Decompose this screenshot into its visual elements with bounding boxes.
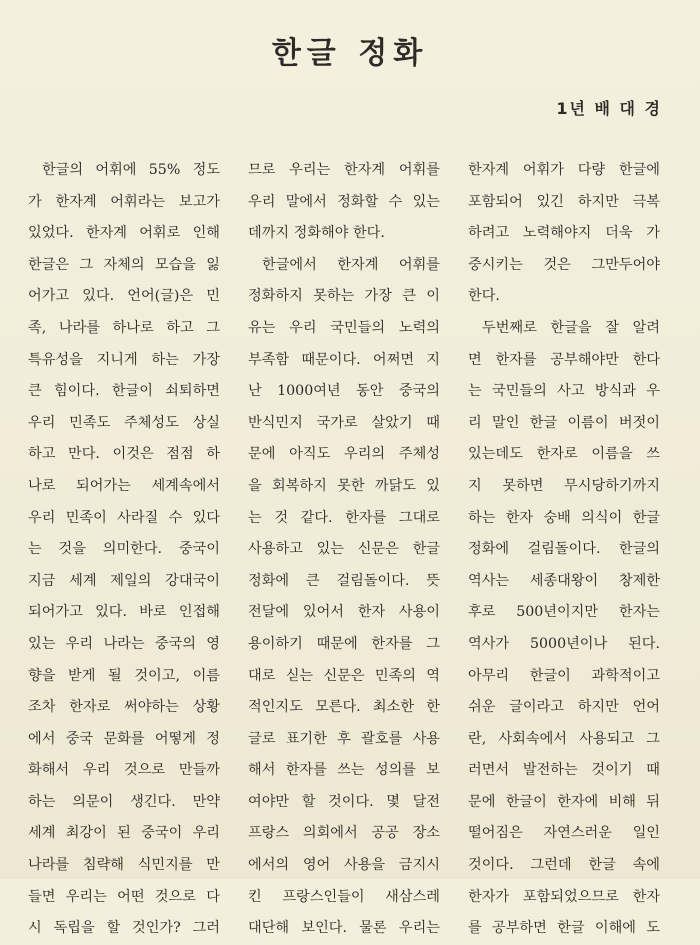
page-title: 한글 정화	[271, 36, 429, 71]
text-line: 있는 우리 나라는 중국의 영	[28, 635, 220, 652]
text-line: 한자가 포함되었으므로 한자	[468, 888, 660, 905]
text-line: 하고 만다. 이것은 점점 하	[28, 446, 220, 463]
text-line: 문에 아직도 우리의 주체성	[248, 446, 440, 463]
text-line: 한글의 어휘에 55% 정도	[42, 162, 220, 178]
text-line: 를 공부하면 한글 이해에 도	[468, 920, 660, 937]
text-line: 있었다. 한자계 어휘로 인해	[28, 225, 220, 242]
author-byline: 1년 배 대 경	[556, 99, 662, 118]
text-line: 정화하지 못하는 가장 큰 이	[248, 288, 440, 305]
text-line: 역사는 세종대왕이 창제한	[468, 572, 660, 589]
text-line: 대로 싣는 신문은 민족의 역	[248, 667, 440, 684]
text-line: 에서 중국 문화를 어떻게 정	[28, 730, 220, 747]
text-line: 떨어짐은 자연스러운 일인	[468, 825, 660, 842]
text-line: 유는 우리 국민들의 노력의	[248, 319, 440, 336]
text-column-3	[468, 155, 660, 945]
text-line: 역사가 5000년이나 된다.	[468, 635, 660, 652]
text-column-1	[28, 155, 220, 945]
text-line: 향을 받게 될 것이고, 이름	[28, 667, 220, 684]
text-line: 면 한자를 공부해야만 한다	[468, 351, 660, 368]
text-line: 반식민지 국가로 살았기 때	[248, 414, 440, 431]
text-line: 큰 힘이다. 한글이 쇠퇴하면	[28, 383, 220, 400]
text-line: 중시키는 것은 그만두어야	[468, 256, 660, 273]
text-line: 킨 프랑스인들이 새삼스레	[248, 888, 440, 905]
text-line: 대단해 보인다. 물론 우리는	[248, 920, 440, 937]
text-line: 한자계 어휘가 다량 한글에	[468, 162, 660, 178]
text-line: 을 회복하지 못한 까닭도 있	[248, 477, 440, 494]
text-line: 용이하기 때문에 한자를 그	[248, 635, 440, 652]
text-line: 포함되어 있긴 하지만 극복	[468, 193, 660, 210]
text-line: 하는 의문이 생긴다. 만약	[28, 793, 220, 810]
text-line: 특유성을 지니게 하는 가장	[28, 351, 220, 368]
text-line: 하는 한자 숭배 의식이 한글	[468, 509, 660, 526]
text-column-2	[248, 155, 440, 945]
text-line: 족, 나라를 하나로 하고 그	[28, 319, 220, 336]
text-line: 화해서 우리 것으로 만들까	[28, 762, 220, 779]
text-line: 해서 한자를 쓰는 성의를 보	[248, 762, 440, 779]
text-line: 들면 우리는 어떤 것으로 다	[28, 888, 220, 905]
text-line: 아무리 한글이 과학적이고	[468, 667, 660, 684]
text-line: 란, 사회속에서 사용되고 그	[468, 730, 660, 747]
text-line: 러면서 발전하는 것이기 때	[468, 762, 660, 779]
text-line: 므로 우리는 한자계 어휘를	[248, 162, 440, 178]
text-line: 부족함 때문이다. 어쩌면 지	[248, 351, 440, 368]
text-line: 정화에 큰 걸림돌이다. 뜻	[248, 572, 440, 589]
text-line: 시 독립을 할 것인가? 그러	[28, 920, 220, 937]
text-line: 지 못하면 무시당하기까지	[468, 477, 660, 494]
text-line: 어가고 있다. 언어(글)은 민	[28, 288, 220, 305]
text-line: 되어가고 있다. 바로 인접해	[28, 604, 220, 621]
text-line: 프랑스 의회에서 공공 장소	[248, 825, 440, 842]
text-line: 한다.	[468, 288, 500, 305]
text-line: 는 국민들의 사고 방식과 우	[468, 383, 660, 400]
text-line: 우리 민족이 사라질 수 있다	[28, 509, 220, 526]
text-line: 가 한자계 어휘라는 보고가	[28, 193, 220, 210]
text-line: 나로 되어가는 세계속에서	[28, 477, 220, 494]
text-line: 정화에 걸림돌이다. 한글의	[468, 541, 660, 558]
text-line: 여야만 할 것이다. 몇 달전	[248, 793, 440, 810]
text-line: 하려고 노력해야지 더욱 가	[468, 225, 660, 242]
text-line: 데까지 정화해야 한다.	[248, 225, 385, 242]
text-line: 것이다. 그런데 한글 속에	[468, 857, 660, 874]
text-line: 는 것을 의미한다. 중국이	[28, 541, 220, 558]
text-line: 두번째로 한글을 잘 알려	[482, 319, 660, 336]
text-line: 있는데도 한자로 이름을 쓰	[468, 446, 660, 463]
text-line: 적인지도 모른다. 최소한 한	[248, 699, 440, 716]
text-line: 글로 표기한 후 괄호를 사용	[248, 730, 440, 747]
text-line: 문에 한글이 한자에 비해 뒤	[468, 793, 660, 810]
text-line: 에서의 영어 사용을 금지시	[248, 857, 440, 874]
text-line: 쉬운 글이라고 하지만 언어	[468, 699, 660, 716]
text-line: 조차 한자로 써야하는 상황	[28, 699, 220, 716]
text-line: 세계 최강이 된 중국이 우리	[28, 825, 220, 842]
text-line: 리 말인 한글 이름이 버젓이	[468, 414, 660, 431]
text-line: 사용하고 있는 신문은 한글	[248, 541, 440, 558]
text-line: 후로 500년이지만 한자는	[468, 604, 660, 621]
text-line: 지금 세계 제일의 강대국이	[28, 572, 220, 589]
text-line: 우리 말에서 정화할 수 있는	[248, 193, 440, 210]
text-line: 는 것 같다. 한자를 그대로	[248, 509, 440, 526]
text-line: 한글은 그 자체의 모습을 잃	[28, 256, 220, 273]
text-line: 우리 민족도 주체성도 상실	[28, 414, 220, 431]
text-line: 한글에서 한자계 어휘를	[262, 256, 440, 273]
text-line: 전달에 있어서 한자 사용이	[248, 604, 440, 621]
text-line: 나라를 침략해 식민지를 만	[28, 857, 220, 874]
text-line: 난 1000여년 동안 중국의	[248, 383, 440, 400]
